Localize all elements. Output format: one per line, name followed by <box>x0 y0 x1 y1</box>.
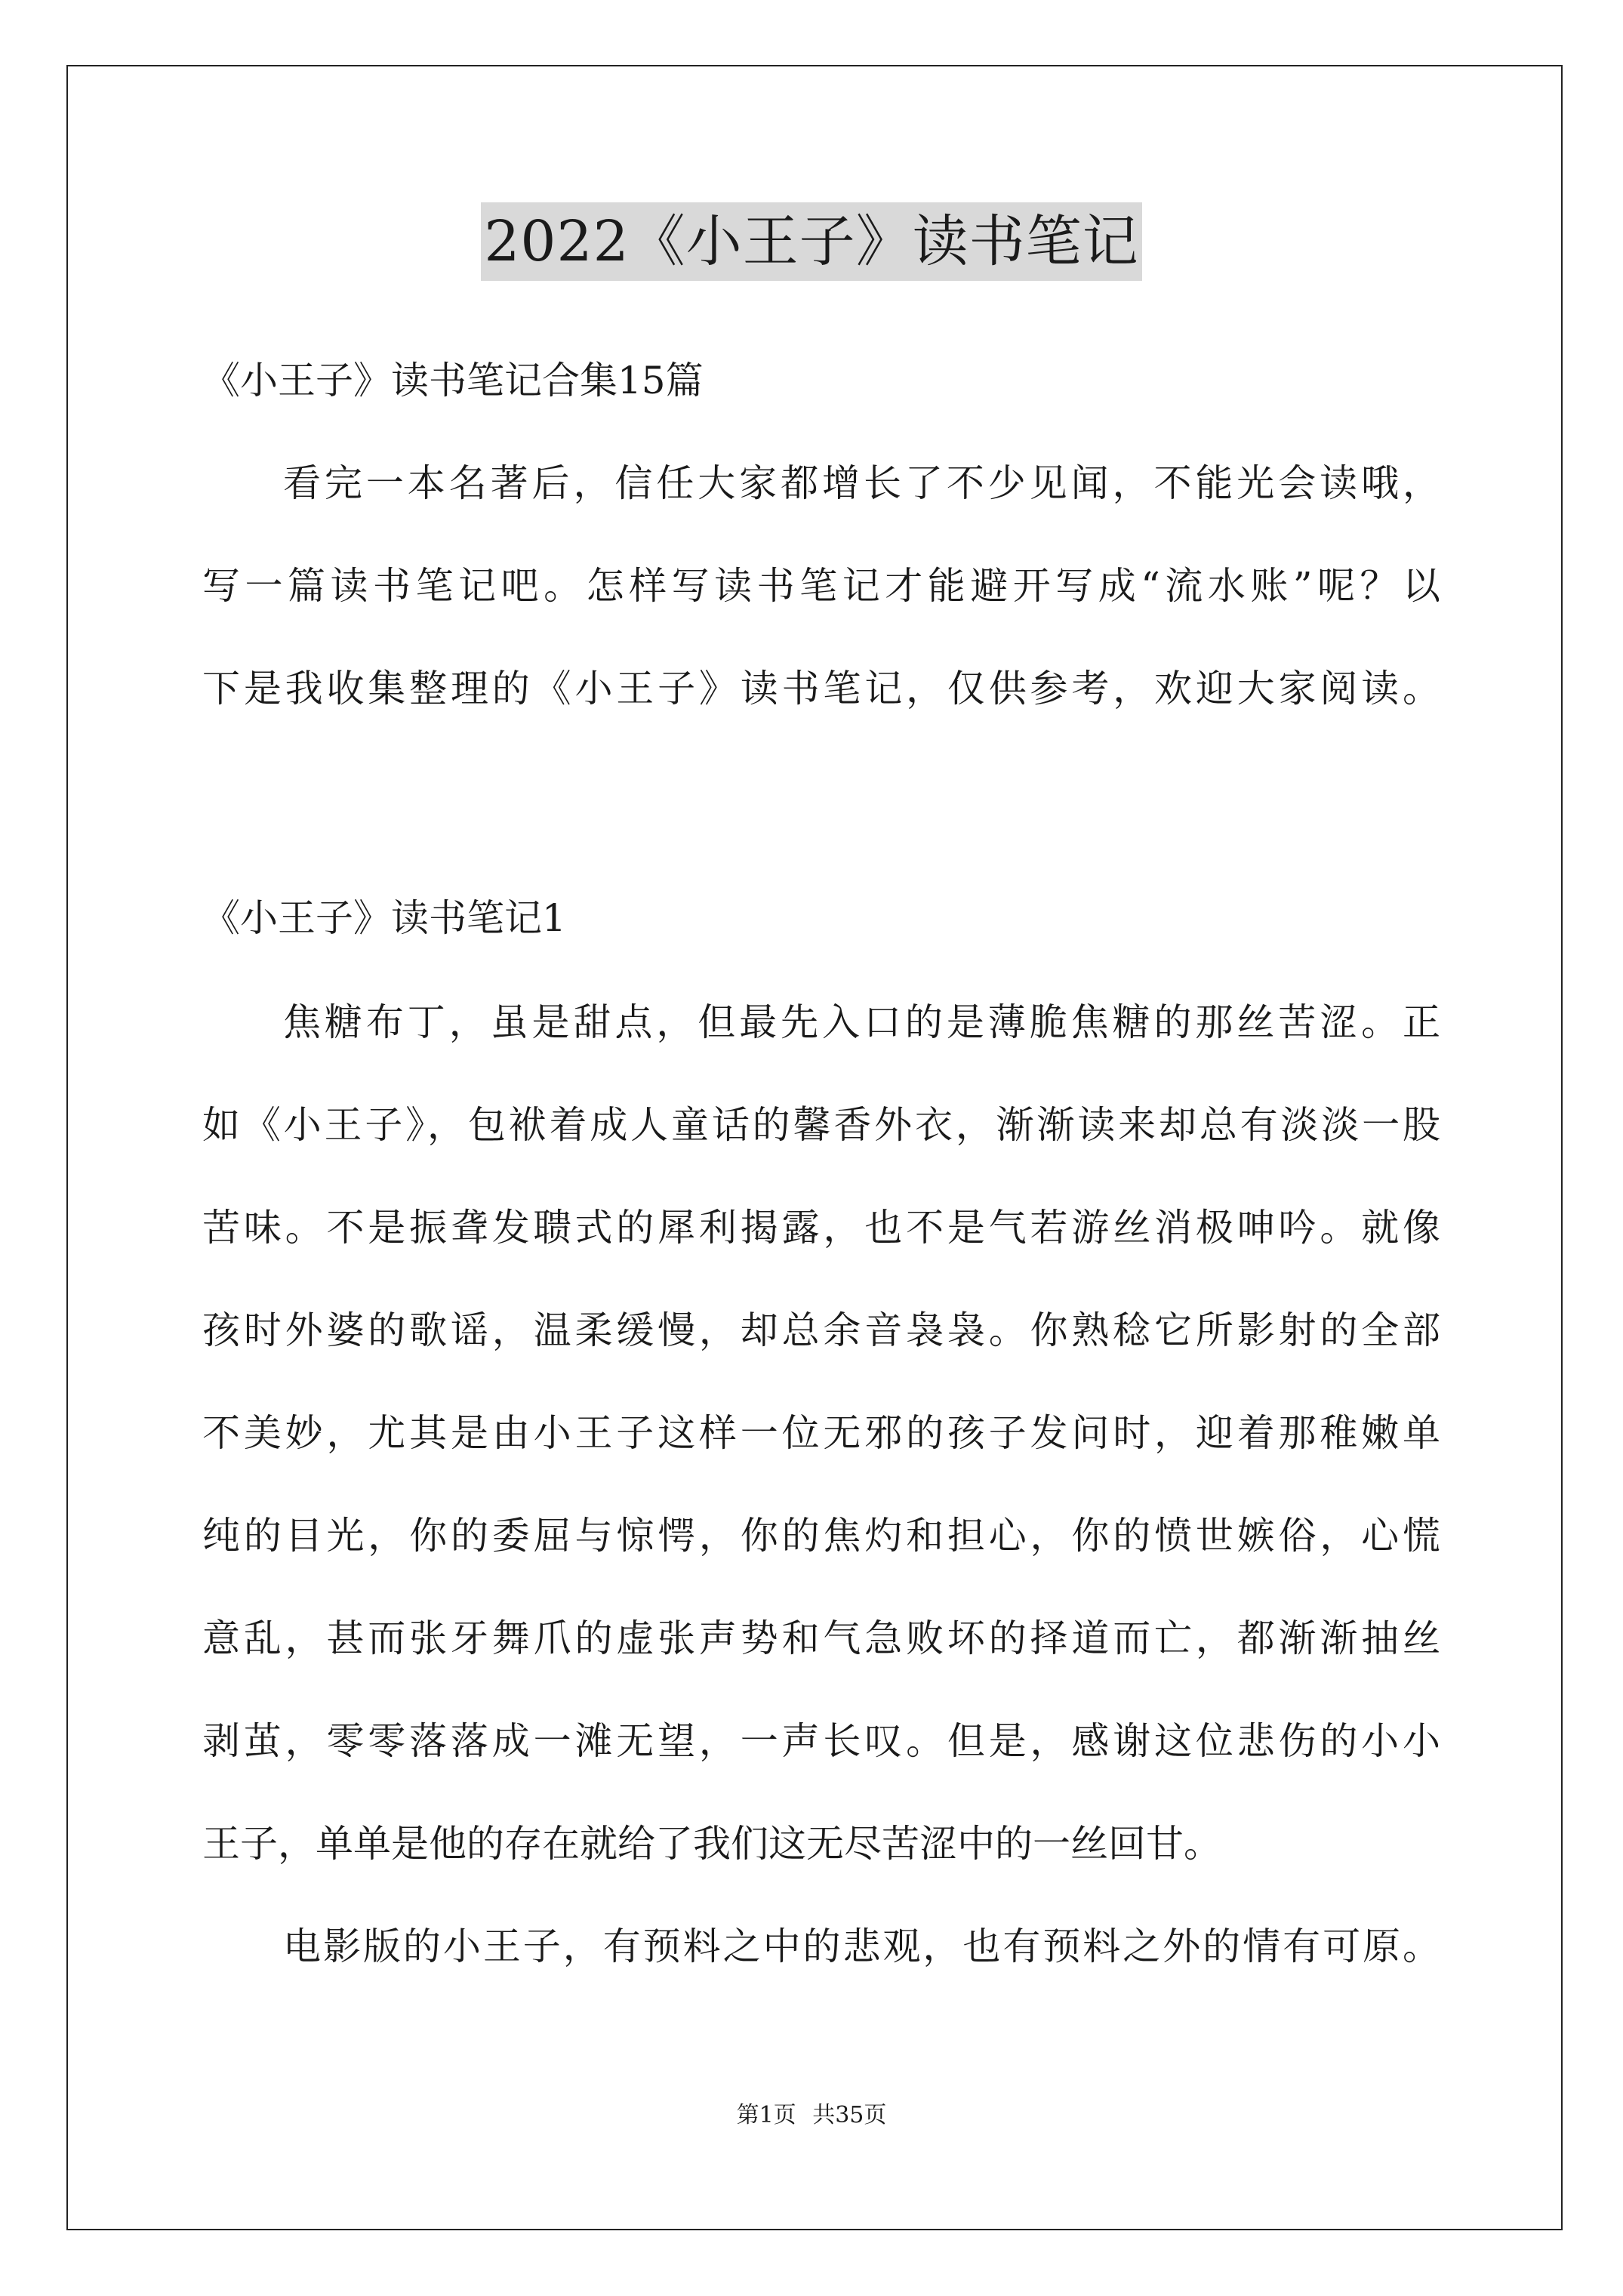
intro-line-1: 看完一本名著后，信任大家都增长了不少见闻，不能光会读哦， <box>283 461 1440 505</box>
para1-line-6: 纯的目光，你的委屈与惊愕，你的焦灼和担心，你的愤世嫉俗，心慌 <box>202 1514 1440 1558</box>
para1-line-7: 意乱，甚而张牙舞爪的虚张声势和气急败坏的择道而亡，都渐渐抽丝 <box>202 1616 1440 1660</box>
page-footer <box>0 2100 1623 2131</box>
para1-line-5: 不美妙，尤其是由小王子这样一位无邪的孩子发问时，迎着那稚嫩单 <box>202 1411 1440 1455</box>
document-subtitle: 《小王子》读书笔记合集15篇 <box>202 359 704 402</box>
para1-line-3: 苦味。不是振聋发聩式的犀利揭露，也不是气若游丝消极呻吟。就像 <box>202 1206 1440 1250</box>
para1-line-9: 王子，单单是他的存在就给了我们这无尽苦涩中的一丝回甘。 <box>202 1822 1221 1866</box>
para1-line-8: 剥茧，零零落落成一滩无望，一声长叹。但是，感谢这位悲伤的小小 <box>202 1719 1440 1763</box>
intro-line-2: 写一篇读书笔记吧。怎样写读书笔记才能避开写成“流水账”呢？以 <box>202 564 1440 608</box>
para1-line-4: 孩时外婆的歌谣，温柔缓慢，却总余音袅袅。你熟稔它所影射的全部 <box>202 1308 1440 1352</box>
page-total: 共35页 <box>812 2102 887 2128</box>
para1-line-1: 焦糖布丁，虽是甜点，但最先入口的是薄脆焦糖的那丝苦涩。正 <box>283 1000 1440 1044</box>
para2-line-1: 电影版的小王子，有预料之中的悲观，也有预料之外的情有可原。 <box>283 1925 1440 1968</box>
title-block <box>0 202 1623 281</box>
page-number: 第1页 <box>736 2102 796 2128</box>
document-title: 2022《小王子》读书笔记 <box>481 202 1141 281</box>
section-heading: 《小王子》读书笔记1 <box>202 896 566 940</box>
para1-line-2: 如《小王子》，包袱着成人童话的馨香外衣，渐渐读来却总有淡淡一股 <box>202 1103 1440 1147</box>
intro-line-3: 下是我收集整理的《小王子》读书笔记，仅供参考，欢迎大家阅读。 <box>202 667 1440 710</box>
